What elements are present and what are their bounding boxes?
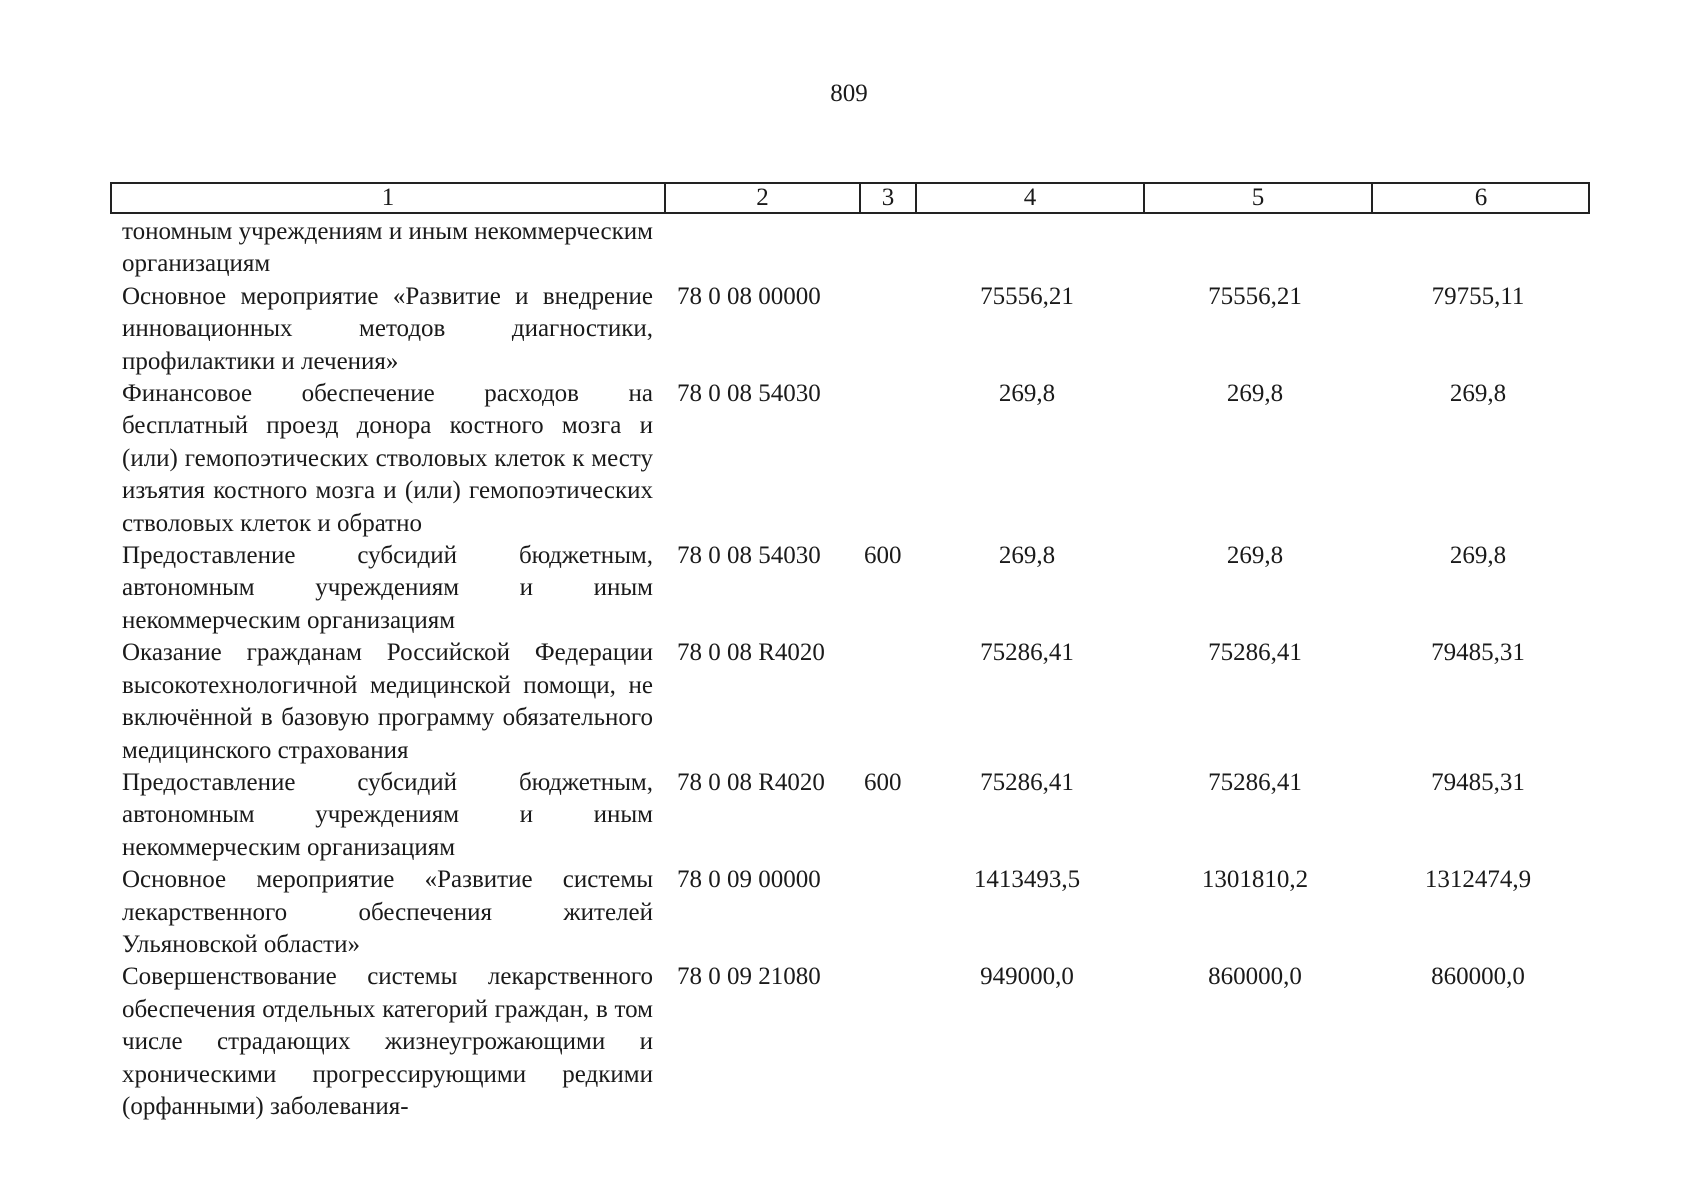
- column-header-4: 4: [915, 184, 1143, 212]
- row-value-col6: 79755,11: [1431, 282, 1525, 310]
- row-value-col6: 269,8: [1449, 380, 1507, 408]
- row-target-code: 78 0 08 00000: [677, 282, 821, 310]
- row-description: Оказание гражданам Российской Федерации высокотехнологичной медицинской помощи, не включённой в базовую программу обязательного медицинского страхования: [122, 639, 653, 764]
- row-description: Совершенствование системы лекарственного обеспечения отдельных категорий граждан, в том числе страдающих жизнеугрожающими и хроническими прогрессирующими редкими (орфанными) заболевания-: [122, 963, 653, 1120]
- row-value-col5: 75556,21: [1208, 282, 1302, 310]
- row-value-col4: 75556,21: [980, 282, 1074, 310]
- table-header-row: [110, 182, 1590, 214]
- row-value-col6: 860000,0: [1431, 963, 1525, 991]
- table-row: [110, 540, 1590, 637]
- table-row: [110, 961, 1590, 1123]
- table-body: [110, 216, 1590, 1123]
- row-expense-type: 600: [864, 768, 902, 796]
- row-target-code: 78 0 08 54030: [677, 380, 821, 408]
- row-target-code: 78 0 09 21080: [677, 963, 821, 991]
- column-header-6: 6: [1371, 184, 1589, 212]
- column-header-1: 1: [381, 184, 395, 211]
- row-description: Предоставление субсидий бюджетным, автономным учреждениям и иным некоммерческим организациям: [122, 768, 653, 861]
- row-value-col4: 949000,0: [980, 963, 1074, 991]
- table-row: [110, 378, 1590, 540]
- row-value-col5: 75286,41: [1208, 639, 1302, 667]
- row-description: Основное мероприятие «Развитие системы лекарственного обеспечения жителей Ульяновской области»: [122, 866, 653, 958]
- row-target-code: 78 0 08 R4020: [677, 768, 825, 796]
- table-row: [110, 637, 1590, 767]
- row-value-col4: 269,8: [998, 542, 1056, 570]
- row-value-col6: 1312474,9: [1424, 866, 1532, 894]
- row-description: тономным учреждениям и иным некоммерческим организациям: [122, 218, 653, 278]
- row-description: Предоставление субсидий бюджетным, автономным учреждениям и иным некоммерческим организациям: [122, 542, 653, 634]
- row-target-code: 78 0 08 R4020: [677, 639, 825, 667]
- table-row: [110, 281, 1590, 378]
- row-value-col5: 1301810,2: [1201, 866, 1309, 894]
- row-expense-type: 600: [864, 542, 902, 570]
- row-value-col4: 75286,41: [980, 768, 1074, 796]
- table-row: [110, 216, 1590, 281]
- row-description: Основное мероприятие «Развитие и внедрение инновационных методов диагностики, профилактики и лечения»: [122, 282, 653, 375]
- row-target-code: 78 0 08 54030: [677, 542, 821, 570]
- row-value-col4: 75286,41: [980, 639, 1074, 667]
- row-value-col5: 269,8: [1226, 542, 1284, 570]
- table-row: [110, 767, 1590, 864]
- row-value-col5: 860000,0: [1208, 963, 1302, 991]
- page-number: 809: [830, 80, 868, 107]
- table-row: [110, 864, 1590, 961]
- row-value-col6: 79485,31: [1431, 639, 1525, 667]
- row-target-code: 78 0 09 00000: [677, 866, 821, 894]
- row-value-col5: 75286,41: [1208, 768, 1302, 796]
- column-header-5: 5: [1143, 184, 1371, 212]
- row-value-col4: 1413493,5: [973, 866, 1081, 894]
- row-value-col5: 269,8: [1226, 380, 1284, 408]
- column-header-2: 2: [664, 184, 859, 212]
- row-value-col4: 269,8: [998, 380, 1056, 408]
- row-value-col6: 79485,31: [1431, 768, 1525, 796]
- row-value-col6: 269,8: [1449, 542, 1507, 570]
- row-description: Финансовое обеспечение расходов на бесплатный проезд донора костного мозга и (или) гемопоэтических стволовых клеток к месту изъятия костного мозга и (или) гемопоэтических стволовых клеток и обратно: [122, 380, 653, 537]
- budget-table: [110, 182, 1590, 1123]
- column-header-3: 3: [859, 184, 915, 212]
